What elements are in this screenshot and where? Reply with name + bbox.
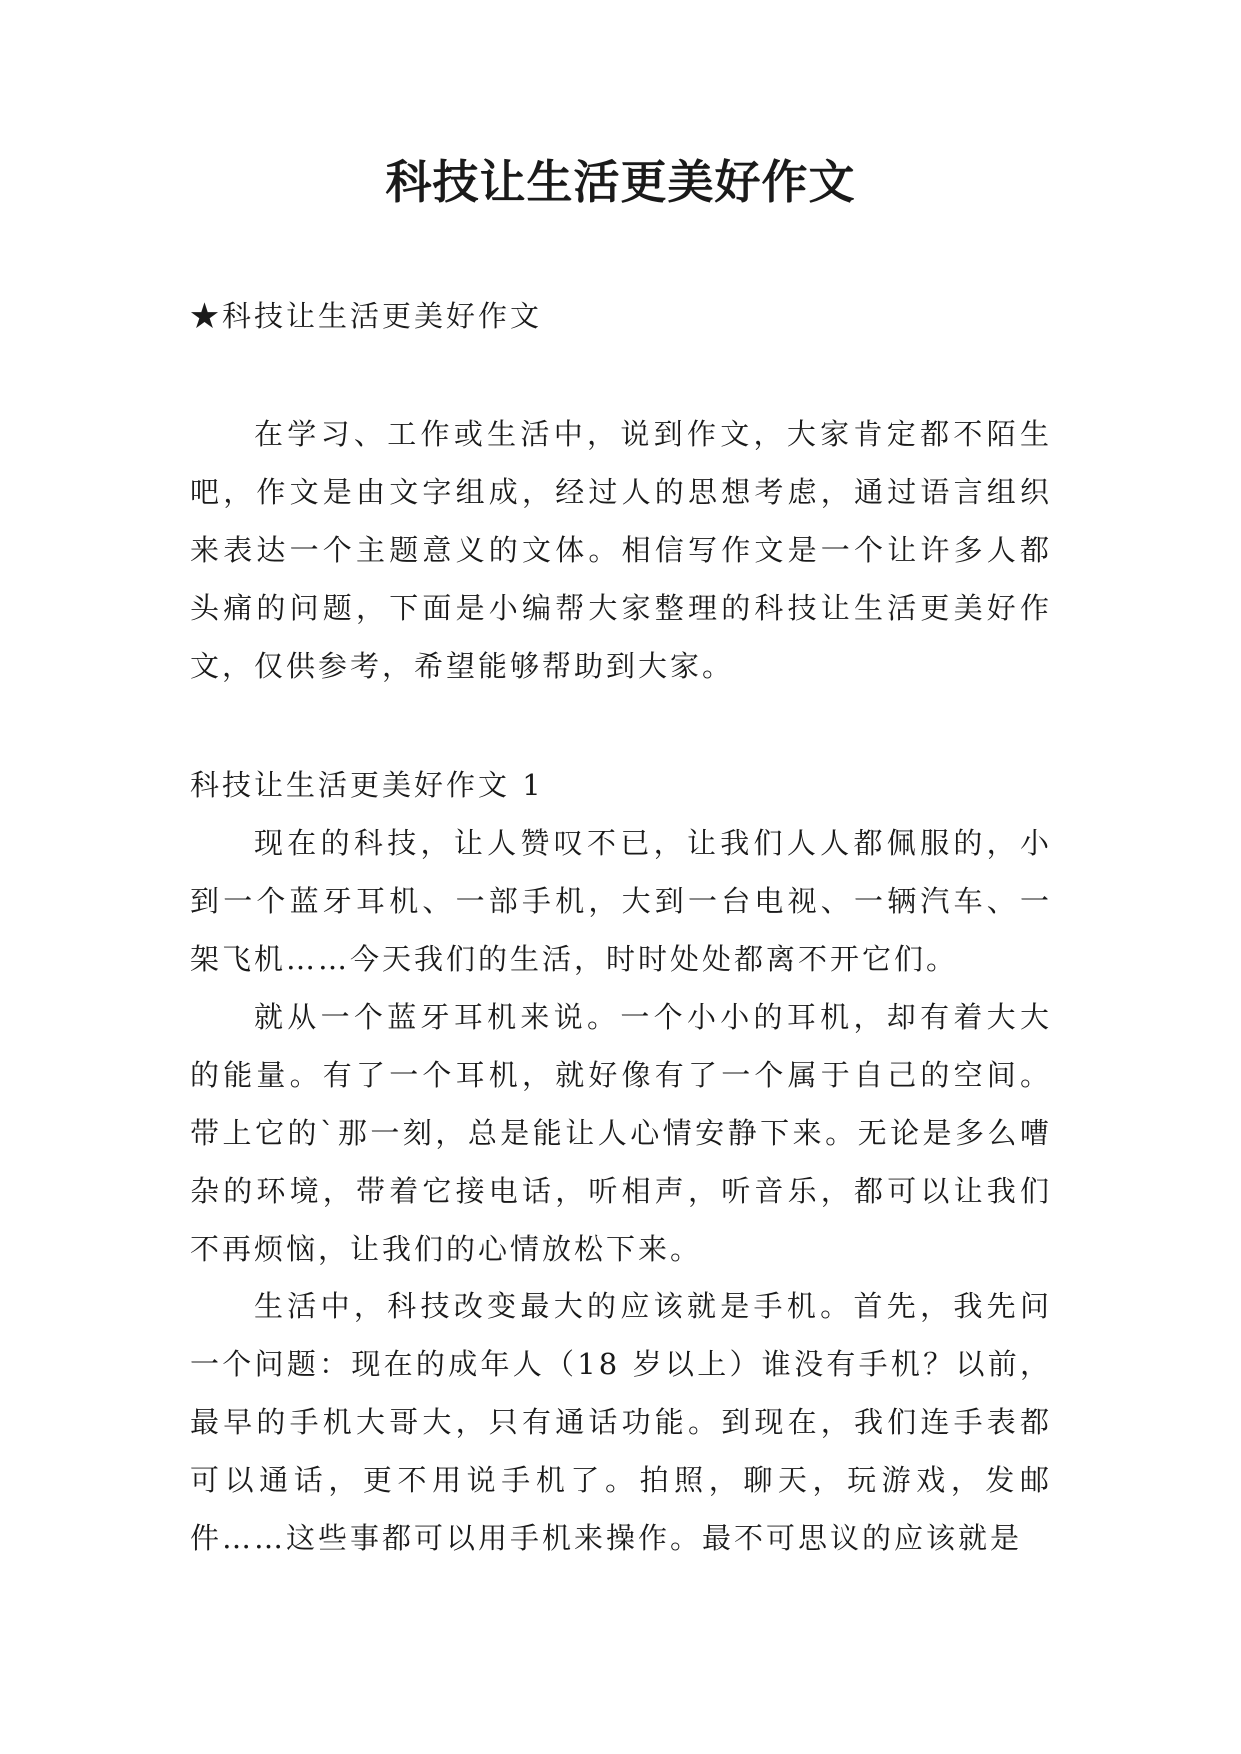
- star-heading: ★科技让生活更美好作文: [190, 299, 543, 333]
- body-paragraph: 就从一个蓝牙耳机来说。一个小小的耳机，却有着大大的能量。有了一个耳机，就好像有了一个属于自己的空间。带上它的`那一刻，总是能让人心情安静下来。无论是多么嘈杂的环境，带着它接电话，听相声，听音乐，都可以让我们不再烦恼，让我们的心情放松下来。: [190, 1000, 1052, 1266]
- document-title: 科技让生活更美好作文: [385, 155, 856, 209]
- body-paragraph: 生活中，科技改变最大的应该就是手机。首先，我先问一个问题：现在的成年人（18 岁以上）谁没有手机？以前，最早的手机大哥大，只有通话功能。到现在，我们连手表都可以通话，更不用说手机了。拍照，聊天，玩游戏，发邮件……这些事都可以用手机来操作。最不可思议的应该就是: [190, 1289, 1052, 1555]
- intro-paragraph: 在学习、工作或生活中，说到作文，大家肯定都不陌生吧，作文是由文字组成，经过人的思想考虑，通过语言组织来表达一个主题意义的文体。相信写作文是一个让许多人都头痛的问题，下面是小编帮大家整理的科技让生活更美好作文，仅供参考，希望能够帮助到大家。: [190, 417, 1052, 683]
- body-paragraph: 现在的科技，让人赞叹不已，让我们人人都佩服的，小到一个蓝牙耳机、一部手机，大到一台电视、一辆汽车、一架飞机……今天我们的生活，时时处处都离不开它们。: [190, 826, 1052, 976]
- section-heading: 科技让生活更美好作文 1: [190, 768, 544, 802]
